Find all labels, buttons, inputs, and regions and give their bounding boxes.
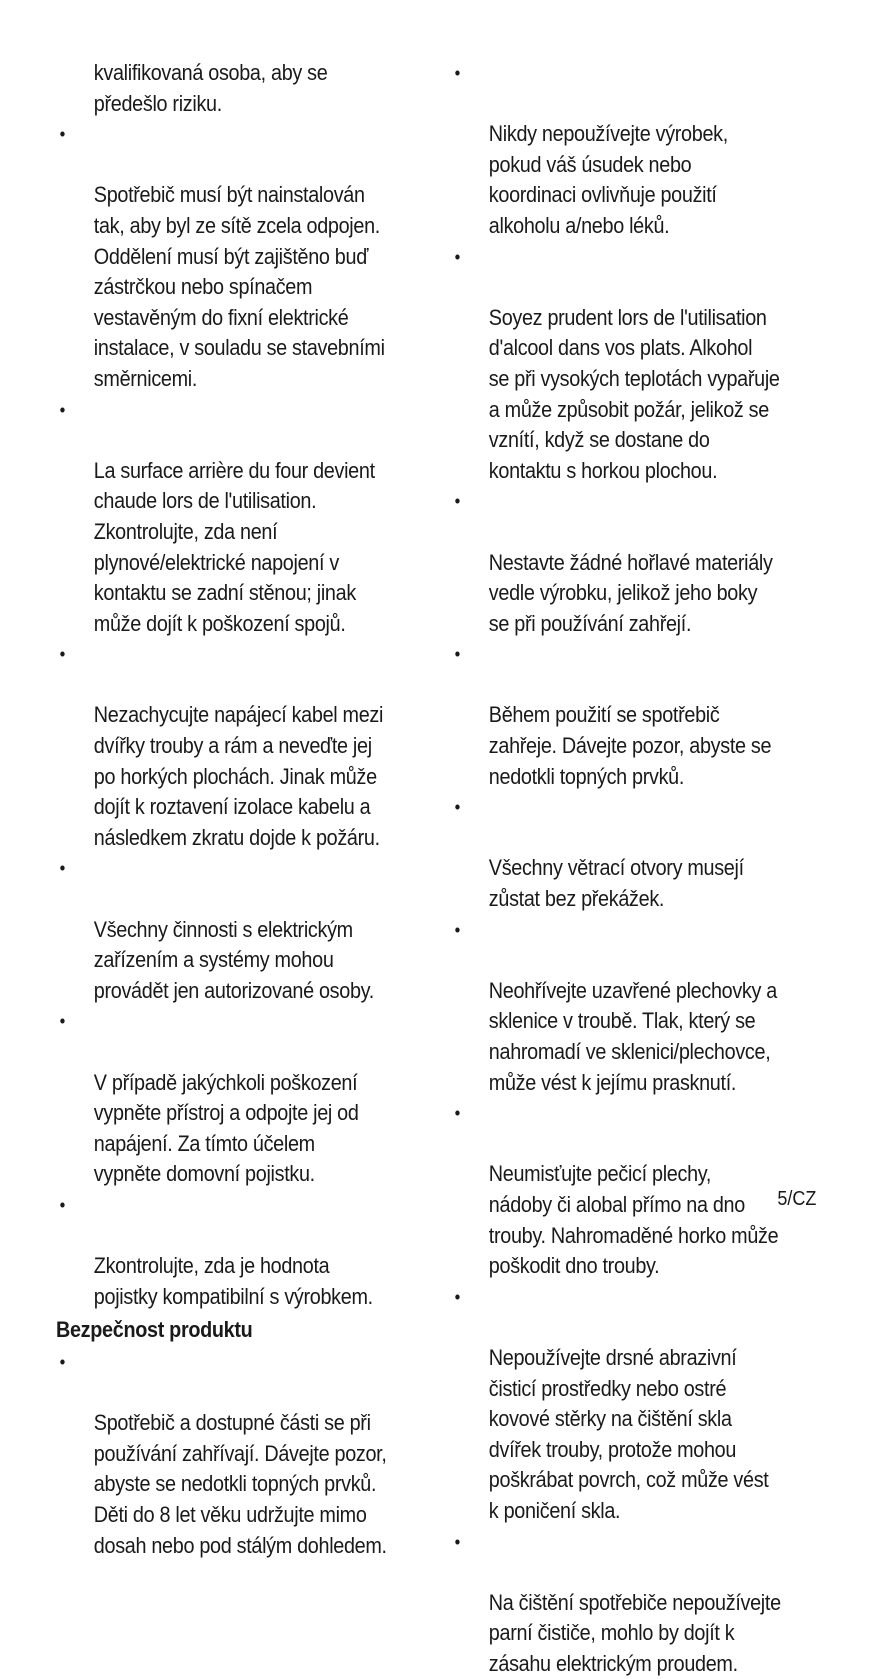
list-item [56,853,430,1006]
list-item [56,1347,430,1561]
list-item-text: Soyez prudent lors de l'utilisation d'alcool dans vos plats. Alkohol se při vysokých teplotách vypařuje a může způsobit požár, jelikož se vznítí, když se dostane do kontaktu s horkou plochou. [489,305,780,483]
list-item-text: Během použití se spotřebič zahřeje. Dávejte pozor, abyste se nedotkli topných prvků. [489,702,771,788]
bullet-icon: • [60,395,65,426]
list-item [451,58,829,242]
list-item-text: Nikdy nepoužívejte výrobek, pokud váš úsudek nebo koordinaci ovlivňuje použití alkoholu a/nebo léků. [489,121,728,238]
list-item-text: Všechny větrací otvory musejí zůstat bez překážek. [489,855,744,911]
left-column [56,58,430,1561]
bullet-icon: • [455,486,460,517]
page-number: 5/CZ [777,1188,816,1211]
list-item-text: Nepoužívejte drsné abrazivní čisticí prostředky nebo ostré kovové stěrky na čištění skla dvířek trouby, protože mohou poškrábat povrch, což může vést k poničení skla. [489,1345,769,1523]
list-item [451,1527,829,1679]
bullet-icon: • [455,242,460,273]
list-item [451,486,829,639]
bullet-icon: • [60,1190,65,1221]
list-item [56,1190,430,1312]
bullet-icon: • [60,1347,65,1378]
continued-text: kvalifikovaná osoba, aby se předešlo riziku. [56,58,430,119]
list-item-text: La surface arrière du four devient chaude lors de l'utilisation. Zkontrolujte, zda není plynové/elektrické napojení v kontaktu se zadní stěnou; jinak může dojít k poškození spojů. [94,458,375,636]
bullet-icon: • [60,853,65,884]
list-item [451,792,829,914]
bullet-icon: • [60,1006,65,1037]
list-item [451,915,829,1099]
bullet-icon: • [455,1098,460,1129]
list-item [56,639,430,853]
bullet-icon: • [60,639,65,670]
right-column [451,58,829,1679]
list-item-text: Zkontrolujte, zda je hodnota pojistky kompatibilní s výrobkem. [94,1253,373,1309]
list-item [451,639,829,792]
bullet-icon: • [455,1282,460,1313]
bullet-icon: • [455,792,460,823]
list-item [56,395,430,640]
list-item-text: V případě jakýchkoli poškození vypněte přístroj a odpojte jej od napájení. Za tímto účelem vypněte domovní pojistku. [94,1070,359,1187]
list-item-text: Spotřebič musí být nainstalován tak, aby byl ze sítě zcela odpojen. Oddělení musí být zajištěno buď zástrčkou nebo spínačem vestavěným do fixní elektrické instalace, v souladu se stavebními směrnicemi. [94,182,385,391]
list-item-text: Nezachycujte napájecí kabel mezi dvířky trouby a rám a neveďte jej po horkých plochách. Jinak může dojít k roztavení izolace kabelu a následkem zkratu dojde k požáru. [94,702,383,849]
list-item-text: Neohřívejte uzavřené plechovky a sklenice v troubě. Tlak, který se nahromadí ve sklenici/plechovce, může vést k jejímu prasknutí. [489,978,777,1095]
bullet-icon: • [455,639,460,670]
list-item-text: Všechny činnosti s elektrickým zařízením a systémy mohou provádět jen autorizované osoby. [94,917,374,1003]
bullet-icon: • [60,119,65,150]
list-item [56,119,430,394]
bullet-icon: • [455,58,460,89]
list-item [451,1098,829,1282]
bullet-icon: • [455,915,460,946]
list-item [56,1006,430,1190]
list-item-text: Na čištění spotřebiče nepoužívejte parní čističe, mohlo by dojít k zásahu elektrickým proudem. [489,1590,781,1676]
list-item [451,1282,829,1527]
list-item-text: Neumisťujte pečicí plechy, nádoby či alobal přímo na dno trouby. Nahromaděné horko může poškodit dno trouby. [489,1161,779,1278]
list-item-text: Spotřebič a dostupné části se při používání zahřívají. Dávejte pozor, abyste se nedotkli topných prvků. Děti do 8 let věku udržujte mimo dosah nebo pod stálým dohledem. [94,1410,387,1557]
list-item [451,242,829,487]
bullet-icon: • [455,1527,460,1558]
list-item-text: Nestavte žádné hořlavé materiály vedle výrobku, jelikož jeho boky se při používání zahřejí. [489,550,773,636]
section-heading: Bezpečnost produktu [56,1315,430,1346]
